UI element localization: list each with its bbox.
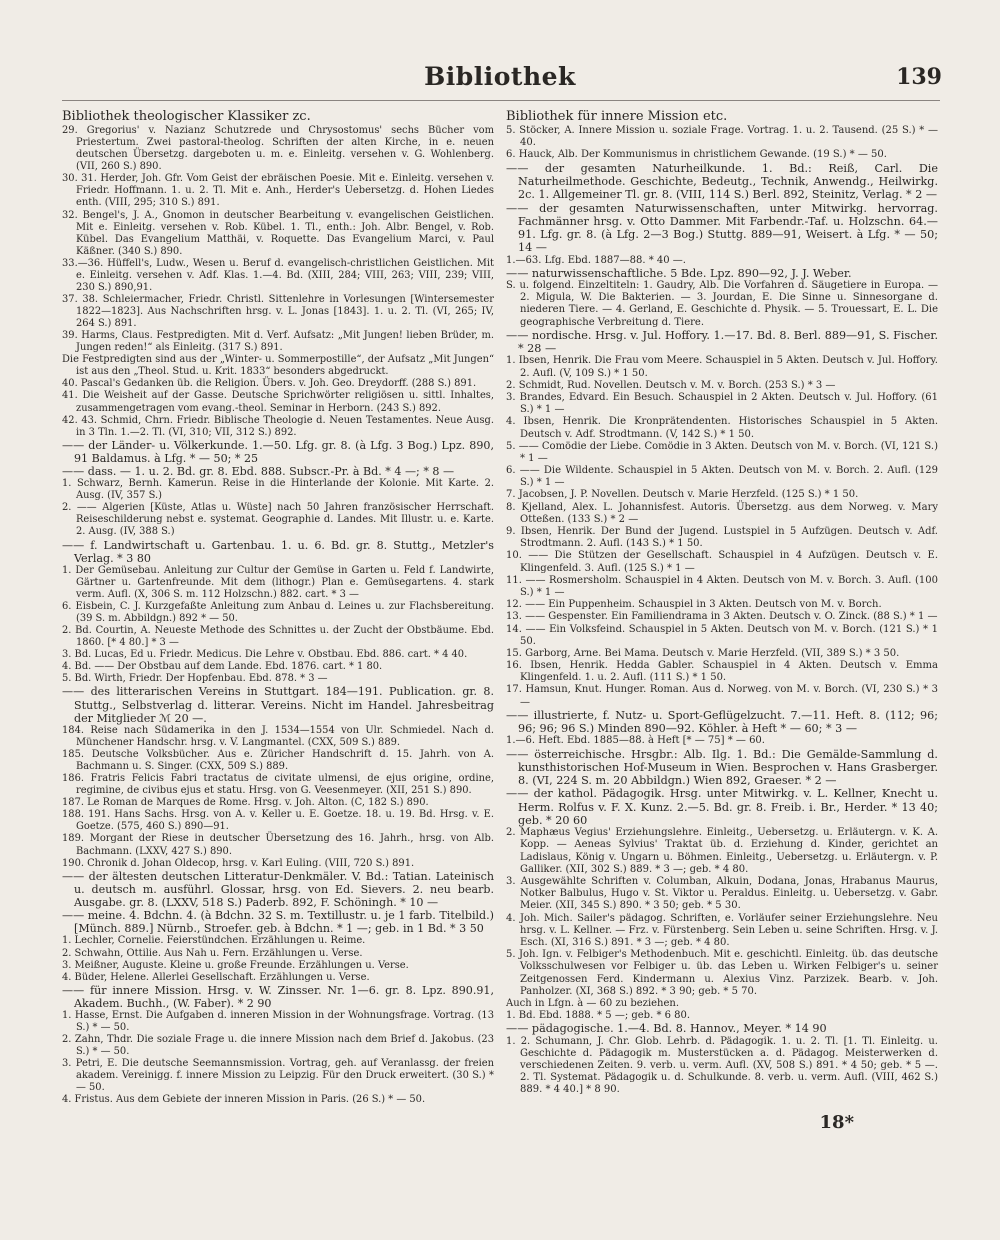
catalog-subentry: 29. Gregorius' v. Nazianz Schutzrede und Chrysostomus' sechs Bücher vom Priestertum. Zwei pastoral-theolog. Schriften der alten Kirche, in e. neuen deutschen Übersetzg. dargeboten u. m. e. Einleitg. versehen v. G. Wohlenberg. (VII, 260 S.) 890. <box>62 125 494 173</box>
left-entry-list <box>62 125 494 1106</box>
right-entry-list <box>506 125 938 1096</box>
catalog-subentry: 188. 191. Hans Sachs. Hrsg. von A. v. Keller u. E. Goetze. 18. u. 19. Bd. Hrsg. v. E. Goetze. (575, 460 S.) 890—91. <box>62 809 494 833</box>
catalog-subentry: 184. Reise nach Südamerika in den J. 1534—1554 von Ulr. Schmiedel. Nach d. Münchener Handschr. hrsg. v. V. Langmantel. (CXX, 509 S.) 889. <box>62 724 494 748</box>
catalog-subentry: 1. Bd. Ebd. 1888. * 5 —; geb. * 6 80. <box>506 1010 691 1022</box>
catalog-subentry: 185. Deutsche Volksbücher. Aus e. Züricher Handschrift d. 15. Jahrh. von A. Bachmann u. S. Singer. (CXX, 509 S.) 889. <box>62 749 494 773</box>
catalog-subentry: 13. —— Gespenster. Ein Familiendrama in 3 Akten. Deutsch v. O. Zinck. (88 S.) * 1 — <box>506 611 938 623</box>
catalog-entry: —— illustrierte, f. Nutz- u. Sport-Geflügelzucht. 7.—11. Heft. 8. (112; 96; 96; 96; 96 S.) Minden 890—92. Köhler. à Heft * — 60; * 3 — <box>506 708 938 736</box>
catalog-subentry: 5. Stöcker, A. Innere Mission u. soziale Frage. Vortrag. 1. u. 2. Tausend. (25 S.) * — 40. <box>506 125 938 149</box>
catalog-subentry: 2. Schwahn, Ottilie. Aus Nah u. Fern. Erzählungen u. Verse. <box>62 947 363 959</box>
catalog-subentry: 5. Bd. Wirth, Friedr. Der Hopfenbau. Ebd. 878. * 3 — <box>62 673 328 685</box>
catalog-subentry: 4. Bd. —— Der Obstbau auf dem Lande. Ebd. 1876. cart. * 1 80. <box>62 661 383 673</box>
catalog-subentry: 6. —— Die Wildente. Schauspiel in 5 Akten. Deutsch von M. v. Borch. 2. Aufl. (129 S.) * 1 — <box>506 465 938 489</box>
catalog-subentry: 3. Ausgewählte Schriften v. Columban, Alkuin, Dodana, Jonas, Hrabanus Maurus, Notker Balbulus, Hugo v. St. Viktor u. Peraldus. Einleitg. u. Uebersetzg. v. Gabr. Meier. (XII, 345 S.) 890. * 3 50; geb. * 5 30. <box>506 876 938 912</box>
catalog-subentry: 190. Chronik d. Johan Oldecop, hrsg. v. Karl Euling. (VIII, 720 S.) 891. <box>62 857 415 869</box>
catalog-subentry: S. u. folgend. Einzeltiteln: 1. Gaudry, Alb. Die Vorfahren d. Säugetiere in Europa. — 2. Migula, W. Die Bakterien. — 3. Jourdan, E. Die Sinne u. Sinnesorgane d. niederen Tiere. — 4. Gerland, E. Geschichte d. Physik. — 5. Trouessart, E. L. Die geographische Verbreitung d. Tiere. <box>506 280 938 328</box>
catalog-subentry: 1. 2. Schumann, J. Chr. Glob. Lehrb. d. Pädagogik. 1. u. 2. Tl. [1. Tl. Einleitg. u. Geschichte d. Pädagogik m. Musterstücken a. d. Pädagog. Meisterwerken d. verschiedenen Zeiten. 9. verb. u. verm. Aufl. (XV, 508 S.) 891. * 4 50; geb. * 5 —. 2. Tl. Systemat. Pädagogik u. d. Schulkunde. 8. verb. u. verm. Aufl. (VIII, 462 S.) 889. * 4 40.] * 8 90. <box>506 1035 938 1096</box>
catalog-subentry: 186. Fratris Felicis Fabri tractatus de civitate ulmensi, de ejus origine, ordine, regimine, de civibus ejus et statu. Hrsg. von G. Veesenmeyer. (XII, 251 S.) 890. <box>62 773 494 797</box>
catalog-subentry: 3. Petri, E. Die deutsche Seemannsmission. Vortrag, geh. auf Veranlassg. der freien akadem. Vereinigg. f. innere Mission zu Leipzig. Für den Druck erweitert. (30 S.) * — 50. <box>62 1058 494 1094</box>
catalog-entry: —— naturwissenschaftliche. 5 Bde. Lpz. 890—92, J. J. Weber. <box>506 266 852 280</box>
catalog-subentry: 5. —— Comödie der Liebe. Comödie in 3 Akten. Deutsch von M. v. Borch. (VI, 121 S.) * 1 — <box>506 440 938 464</box>
catalog-entry: —— meine. 4. Bdchn. 4. (à Bdchn. 32 S. m. Textillustr. u. je 1 farb. Titelbild.) [Münch. 889.] Nürnb., Stroefer. geb. à Bdchn. * 1 —; geb. in 1 Bd. * 3 50 <box>62 909 494 936</box>
catalog-subentry: 32. Bengel's, J. A., Gnomon in deutscher Bearbeitung v. evangelischen Geistlichen. Mit e. Einleitg. versehen v. Rob. Kübel. 1. Tl., enth.: Joh. Albr. Bengel, v. Rob. Kübel. Das Evangelium Matthäi, v. Roquette. Das Evangelium Marci, v. Paul Käßner. (340 S.) 890. <box>62 209 494 257</box>
catalog-subentry: 6. Hauck, Alb. Der Kommunismus in christlichem Gewande. (19 S.) * — 50. <box>506 149 887 161</box>
catalog-subentry: 15. Garborg, Arne. Bei Mama. Deutsch v. Marie Herzfeld. (VII, 389 S.) * 3 50. <box>506 647 900 659</box>
catalog-subentry: 14. —— Ein Volksfeind. Schauspiel in 5 Akten. Deutsch von M. v. Borch. (121 S.) * 1 50. <box>506 623 938 647</box>
catalog-entry: —— dass. — 1. u. 2. Bd. gr. 8. Ebd. 888. Subscr.-Pr. à Bd. * 4 —; * 8 — <box>62 465 455 479</box>
catalog-subentry: 1. Der Gemüsebau. Anleitung zur Cultur der Gemüse in Garten u. Feld f. Landwirte, Gärtner u. Gartenfreunde. Mit dem (lithogr.) Plan e. Gemüsegartens. 4. stark verm. Aufl. (X, 306 S. m. 112 Holzschn.) 882. cart. * 3 — <box>62 564 494 600</box>
catalog-subentry: 17. Hamsun, Knut. Hunger. Roman. Aus d. Norweg. von M. v. Borch. (VI, 230 S.) * 3 — <box>506 684 938 708</box>
running-title: Bibliothek <box>424 62 576 91</box>
catalog-subentry: 4. Joh. Mich. Sailer's pädagog. Schriften, e. Vorläufer seiner Erziehungslehre. Neu hrsg. v. L. Kellner. — Frz. v. Fürstenberg. Sein Leben u. seine Schriften. Hrsg. v. J. Esch. (XI, 316 S.) 891. * 3 —; geb. * 4 80. <box>506 912 938 948</box>
catalog-subentry: 3. Brandes, Edvard. Ein Besuch. Schauspiel in 2 Akten. Deutsch v. Jul. Hoffory. (61 S.) * 1 — <box>506 391 938 416</box>
catalog-subentry: Die Festpredigten sind aus der „Winter- u. Sommerpostille“, der Aufsatz „Mit Jungen“ ist aus den „Theol. Stud. u. Krit. 1833“ besonders abgedruckt. <box>62 354 494 378</box>
catalog-subentry: 37. 38. Schleiermacher, Friedr. Christl. Sittenlehre in Vorlesungen [Wintersemester 1822—1823]. Aus Nachschriften hrsg. v. L. Jonas [1843]. 1. u. 2. Tl. (VI, 265; IV, 264 S.) 891. <box>62 293 494 330</box>
catalog-entry: —— für innere Mission. Hrsg. v. W. Zinsser. Nr. 1—6. gr. 8. Lpz. 890.91, Akadem. Buchh., (W. Faber). * 2 90 <box>62 983 494 1010</box>
signature-mark: 18* <box>819 1112 854 1133</box>
catalog-entry: —— der gesamten Naturwissenschaften, unter Mitwirkg. hervorrag. Fachmänner hrsg. v. Otto Dammer. Mit Farbendr.-Taf. u. Holzschn. 64.—91. Lfg. gr. 8. (à Lfg. 2—3 Bog.) Stuttg. 889—91, Weisert. à Lfg. * — 50; 14 — <box>506 201 938 255</box>
catalog-subentry: 2. Maphæus Vegius' Erziehungslehre. Einleitg., Uebersetzg. u. Erläutergn. v. K. A. Kopp. — Aeneas Sylvius' Traktat üb. d. Erziehung d. Kinder, gerichtet an Ladislaus, König v. Ungarn u. Böhmen. Einleitg., Uebersetzg. u. Erläutergn. v. P. Galliker. (XII, 302 S.) 889. * 3 —; geb. * 4 80. <box>506 827 938 875</box>
catalog-subentry: 189. Morgant der Riese in deutscher Übersetzung des 16. Jahrh., hrsg. von Alb. Bachmann. (LXXV, 427 S.) 890. <box>62 833 494 857</box>
catalog-entry: —— pädagogische. 1.—4. Bd. 8. Hannov., Meyer. * 14 90 <box>506 1022 827 1036</box>
catalog-entry: —— des litterarischen Vereins in Stuttgart. 184—191. Publication. gr. 8. Stuttg., Selbstverlag d. litterar. Vereins. Nicht im Handel. Jahresbeitrag der Mitglieder ℳ 20 —. <box>62 685 494 725</box>
catalog-entry: —— der ältesten deutschen Litteratur-Denkmäler. V. Bd.: Tatian. Lateinisch u. deutsch m. ausführl. Glossar, hrsg. von Ed. Sievers. 2. neu bearb. Ausgabe. gr. 8. (LXXV, 518 S.) Paderb. 892, F. Schöningh. * 10 — <box>62 869 494 909</box>
catalog-entry: —— der gesamten Naturheilkunde. 1. Bd.: Reiß, Carl. Die Naturheilmethode. Geschichte, Bedeutg., Technik, Anwendg., Heilwirkg. 2c. 1. Allgemeiner Tl. gr. 8. (VIII, 114 S.) Berl. 892, Steinitz, Verlag. * 2 — <box>506 161 938 202</box>
catalog-entry: —— der Länder- u. Völkerkunde. 1.—50. Lfg. gr. 8. (à Lfg. 3 Bog.) Lpz. 890, 91 Baldamus. à Lfg. * — 50; * 25 <box>62 438 494 465</box>
catalog-subentry: 1. Lechler, Cornelie. Feierstündchen. Erzählungen u. Reime. <box>62 935 366 947</box>
catalog-subentry: 12. —— Ein Puppenheim. Schauspiel in 3 Akten. Deutsch von M. v. Borch. <box>506 599 882 611</box>
catalog-subentry: 42. 43. Schmid, Chrn. Friedr. Biblische Theologie d. Neuen Testamentes. Neue Ausg. in 3 Tln. 1.—2. Tl. (VI, 310; VII, 312 S.) 892. <box>62 414 494 438</box>
catalog-subentry: 41. Die Weisheit auf der Gasse. Deutsche Sprichwörter religiösen u. sittl. Inhaltes, zusammengetragen vom evang.-theol. Seminar in Herborn. (243 S.) 892. <box>62 390 494 414</box>
catalog-subentry: 8. Kjelland, Alex. L. Johannisfest. Autoris. Übersetzg. aus dem Norweg. v. Mary Otteßen. (133 S.) * 2 — <box>506 501 938 525</box>
catalog-subentry: 2. Zahn, Thdr. Die soziale Frage u. die innere Mission nach dem Brief d. Jakobus. (23 S.) * — 50. <box>62 1034 494 1058</box>
catalog-subentry: 1. Ibsen, Henrik. Die Frau vom Meere. Schauspiel in 5 Akten. Deutsch v. Jul. Hoffory. 2. Aufl. (V, 109 S.) * 1 50. <box>506 355 938 379</box>
catalog-subentry: 2. Bd. Courtin, A. Neueste Methode des Schnittes u. der Zucht der Obstbäume. Ebd. 1860. [* 4 80.] * 3 — <box>62 625 494 649</box>
page-number: 139 <box>896 64 942 90</box>
left-column-heading: Bibliothek theologischer Klassiker zc. <box>62 109 311 124</box>
left-column <box>62 110 494 1107</box>
catalog-subentry: 1.—63. Lfg. Ebd. 1887—88. * 40 —. <box>506 254 686 266</box>
catalog-entry: —— österreichische. Hrsgbr.: Alb. Ilg. 1. Bd.: Die Gemälde-Sammlung d. kunsthistorischen Hof-Museum in Wien. Besprochen v. Hans Grasberger. 8. (VI, 224 S. m. 20 Abbildgn.) Wien 892, Graeser. * 2 — <box>506 747 938 788</box>
catalog-entry: —— nordische. Hrsg. v. Jul. Hoffory. 1.—17. Bd. 8. Berl. 889—91, S. Fischer. * 28 — <box>506 328 938 356</box>
catalog-subentry: 1. Schwarz, Bernh. Kamerun. Reise in die Hinterlande der Kolonie. Mit Karte. 2. Ausg. (IV, 357 S.) <box>62 478 494 502</box>
right-column <box>506 110 938 1097</box>
catalog-subentry: Auch in Lfgn. à — 60 zu beziehen. <box>506 997 680 1009</box>
header-rule <box>62 100 940 101</box>
catalog-subentry: 10. —— Die Stützen der Gesellschaft. Schauspiel in 4 Aufzügen. Deutsch v. E. Klingenfeld. 3. Aufl. (125 S.) * 1 — <box>506 550 938 574</box>
catalog-subentry: 2. —— Algerien [Küste, Atlas u. Wüste] nach 50 Jahren französischer Herrschaft. Reiseschilderung nebst e. systemat. Geographie d. Landes. Mit Illustr. u. e. Karte. 2. Ausg. (IV, 388 S.) <box>62 502 494 538</box>
catalog-subentry: 4. Fristus. Aus dem Gebiete der inneren Mission in Paris. (26 S.) * — 50. <box>62 1094 426 1106</box>
catalog-subentry: 11. —— Rosmersholm. Schauspiel in 4 Akten. Deutsch von M. v. Borch. 3. Aufl. (100 S.) * 1 — <box>506 574 938 598</box>
catalog-subentry: 3. Meißner, Auguste. Kleine u. große Freunde. Erzählungen u. Verse. <box>62 959 409 971</box>
right-column-heading: Bibliothek für innere Mission etc. <box>506 109 728 124</box>
catalog-subentry: 1. Hasse, Ernst. Die Aufgaben d. inneren Mission in der Wohnungsfrage. Vortrag. (13 S.) * — 50. <box>62 1010 494 1034</box>
catalog-entry: —— der kathol. Pädagogik. Hrsg. unter Mitwirkg. v. L. Kellner, Knecht u. Herm. Rolfus v. F. X. Kunz. 2.—5. Bd. gr. 8. Freib. i. Br., Herder. * 13 40; geb. * 20 60 <box>506 787 938 827</box>
catalog-subentry: 4. Ibsen, Henrik. Die Kronprätendenten. Historisches Schauspiel in 5 Akten. Deutsch v. Adf. Strodtmann. (V, 142 S.) * 1 50. <box>506 416 938 440</box>
catalog-subentry: 39. Harms, Claus. Festpredigten. Mit d. Verf. Aufsatz: „Mit Jungen! lieben Brüder, m. Jungen reden!“ als Einleitg. (317 S.) 891. <box>62 330 494 354</box>
catalog-subentry: 5. Joh. Ign. v. Felbiger's Methodenbuch. Mit e. geschichtl. Einleitg. üb. das deutsche Volksschulwesen vor Felbiger u. üb. das Leben u. Wirken Felbiger's u. seiner Zeitgenossen Ferd. Kindermann u. Alexius Vinz. Parzizek. Bearb. v. Joh. Panholzer. (XI, 368 S.) 892. * 3 90; geb. * 5 70. <box>506 949 938 997</box>
catalog-subentry: 187. Le Roman de Marques de Rome. Hrsg. v. Joh. Alton. (C, 182 S.) 890. <box>62 797 429 809</box>
catalog-subentry: 30. 31. Herder, Joh. Gfr. Vom Geist der ebräischen Poesie. Mit e. Einleitg. versehen v. Friedr. Hoffmann. 1. u. 2. Tl. Mit e. Anh., Herder's Uebersetzg. d. Hohen Liedes enth. (VIII, 295; 310 S.) 891. <box>62 173 494 209</box>
catalog-subentry: 6. Eisbein, C. J. Kurzgefaßte Anleitung zum Anbau d. Leines u. zur Flachsbereitung. (39 S. m. Abbildgn.) 892 * — 50. <box>62 601 494 625</box>
catalog-subentry: 40. Pascal's Gedanken üb. die Religion. Übers. v. Joh. Geo. Dreydorff. (288 S.) 891. <box>62 378 477 390</box>
catalog-subentry: 9. Ibsen, Henrik. Der Bund der Jugend. Lustspiel in 5 Aufzügen. Deutsch v. Adf. Strodtmann. 2. Aufl. (143 S.) * 1 50. <box>506 526 938 550</box>
catalog-subentry: 1.—6. Heft. Ebd. 1885—88. à Heft [* — 75] * — 60. <box>506 735 765 747</box>
catalog-subentry: 3. Bd. Lucas, Ed u. Friedr. Medicus. Die Lehre v. Obstbau. Ebd. 886. cart. * 4 40. <box>62 649 468 661</box>
catalog-subentry: 16. Ibsen, Henrik. Hedda Gabler. Schauspiel in 4 Akten. Deutsch v. Emma Klingenfeld. 1. u. 2. Aufl. (111 S.) * 1 50. <box>506 660 938 684</box>
catalog-subentry: 2. Schmidt, Rud. Novellen. Deutsch v. M. v. Borch. (253 S.) * 3 — <box>506 379 836 391</box>
catalog-subentry: 33.—36. Hüffell's, Ludw., Wesen u. Beruf d. evangelisch-christlichen Geistlichen. Mit e. Einleitg. versehen v. Adf. Klas. 1.—4. Bd. (XIII, 284; VIII, 263; VIII, 239; VIII, 230 S.) 890,91. <box>62 257 494 293</box>
catalog-entry: —— f. Landwirtschaft u. Gartenbau. 1. u. 6. Bd. gr. 8. Stuttg., Metzler's Verlag. * 3 80 <box>62 538 494 565</box>
catalog-subentry: 4. Büder, Helene. Allerlei Gesellschaft. Erzählungen u. Verse. <box>62 971 370 983</box>
catalog-subentry: 7. Jacobsen, J. P. Novellen. Deutsch v. Marie Herzfeld. (125 S.) * 1 50. <box>506 489 859 501</box>
